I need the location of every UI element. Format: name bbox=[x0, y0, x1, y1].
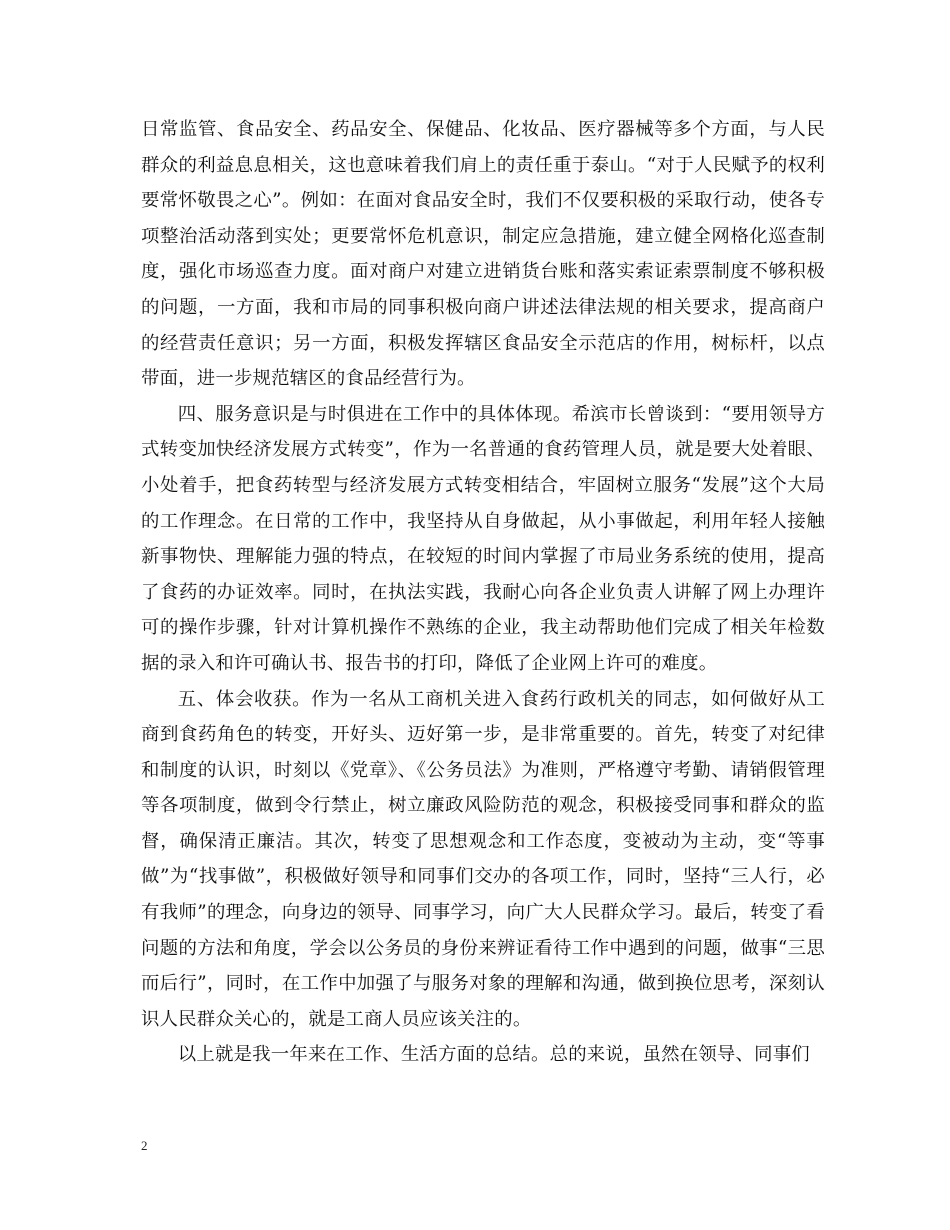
paragraph-summary: 以上就是我一年来在工作、生活方面的总结。总的来说，虽然在领导、同事们 bbox=[177, 1044, 810, 1066]
page-number: 2 bbox=[141, 1138, 148, 1153]
paragraph-continuation: 日常监管、食品安全、药品安全、保健品、化妆品、医疗器械等多个方面，与人民群众的利益息息相关，这也意味着我们肩上的责任重于泰山。“对于人民赋予的权利要常怀敬畏之心”。例如：在面对食品安全时，我们不仅要积极的采取行动，使各专项整治活动落到实处；更要常怀危机意识，制定应急措施，建立健全网格化巡查制度，强化市场巡查力度。面对商户对建立进销货台账和落实索证索票制度不够积极的问题，一方面，我和市局的同事积极向商户讲述法律法规的相关要求，提高商户的经营责任意识；另一方面，积极发挥辖区食品安全示范店的作用，树标杆，以点带面，进一步规范辖区的食品经营行为。 bbox=[141, 119, 825, 390]
paragraph-service-awareness: 四、服务意识是与时俱进在工作中的具体体现。希滨市长曾谈到：“要用领导方式转变加快经济发展方式转变”，作为一名普通的食药管理人员，就是要大处着眼、小处着手，把食药转型与经济发展方式转变相结合，牢固树立服务“发展”这个大局的工作理念。在日常的工作中，我坚持从自身做起，从小事做起，利用年轻人接触新事物快、理解能力强的特点，在较短的时间内掌握了市局业务系统的使用，提高了食药的办证效率。同时，在执法实践，我耐心向各企业负责人讲解了网上办理许可的操作步骤，针对计算机操作不熟练的企业，我主动帮助他们完成了相关年检数据的录入和许可确认书、报告书的打印，降低了企业网上许可的难度。 bbox=[141, 403, 825, 674]
paragraph-experience-gains: 五、体会收获。作为一名从工商机关进入食药行政机关的同志，如何做好从工商到食药角色的转变，开好头、迈好第一步，是非常重要的。首先，转变了对纪律和制度的认识，时刻以《党章》、《公务员法》为准则，严格遵守考勤、请销假管理等各项制度，做到令行禁止，树立廉政风险防范的观念，积极接受同事和群众的监督，确保清正廉洁。其次，转变了思想观念和工作态度，变被动为主动，变“等事做”为“找事做”，积极做好领导和同事们交办的各项工作，同时，坚持“三人行，必有我师”的理念，向身边的领导、同事学习，向广大人民群众学习。最后，转变了看问题的方法和角度，学会以公务员的身份来辨证看待工作中遇到的问题，做事“三思而后行”，同时，在工作中加强了与服务对象的理解和沟通，做到换位思考，深刻认识人民群众关心的，就是工商人员应该关注的。 bbox=[141, 688, 825, 1030]
body-text bbox=[141, 112, 825, 1073]
